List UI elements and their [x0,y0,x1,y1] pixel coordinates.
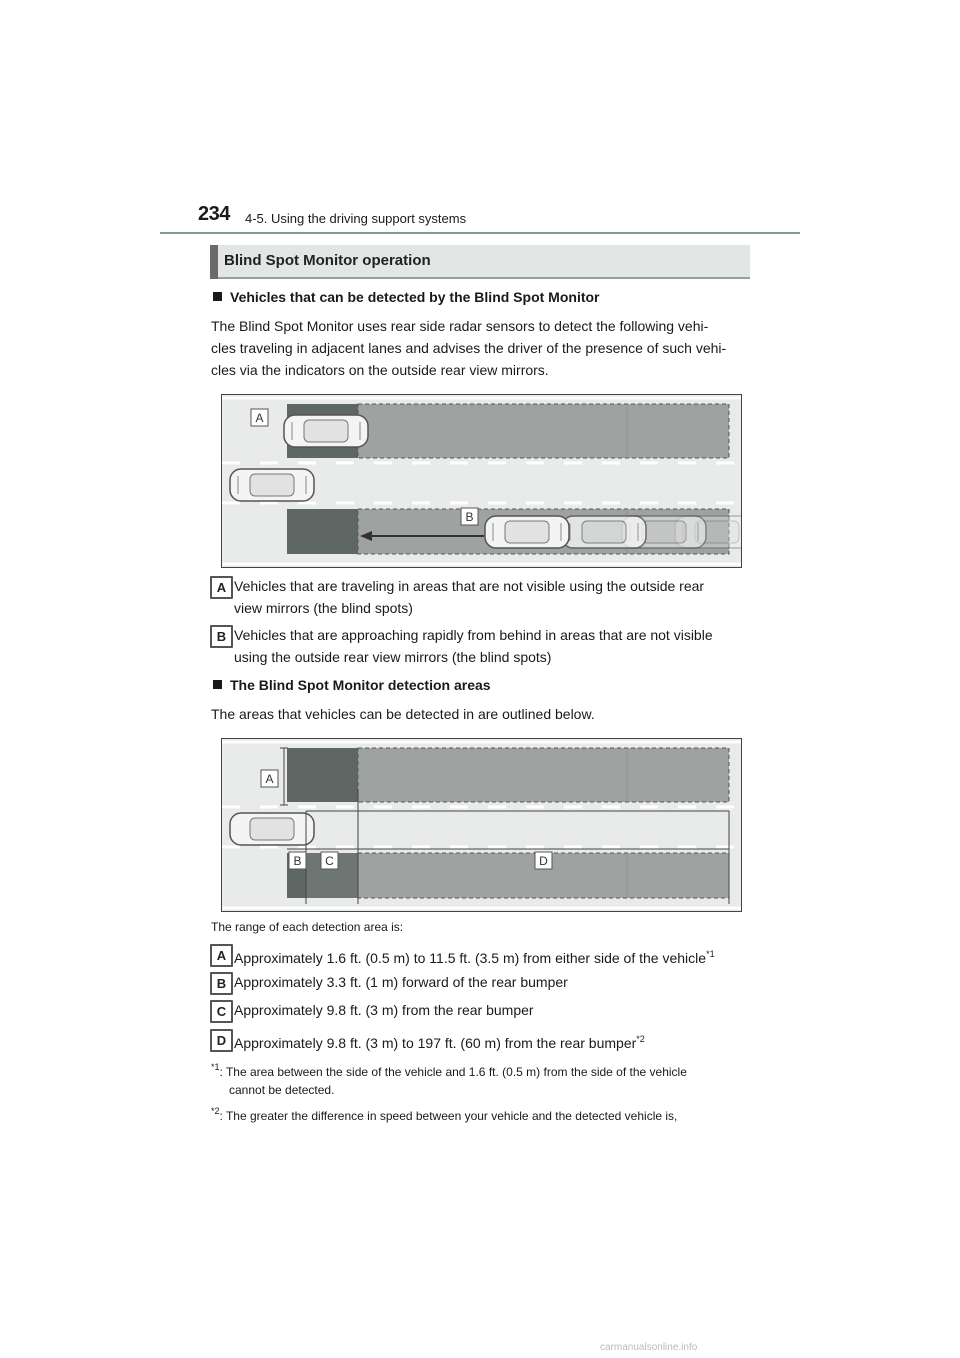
footer-watermark: carmanualsonline.info [600,1342,698,1353]
figure-detection-areas [221,738,742,912]
square-bullet-icon [213,680,222,689]
range-a-text: Approximately 1.6 ft. (0.5 m) to 11.5 ft. (3.5 m) from either side of the vehicle$^{*1}$ [234,949,715,966]
range-marker-a: A [210,944,233,967]
header-rule [160,232,800,234]
figure2-caption: The range of each detection area is: [211,920,404,934]
range-marker-d: D [210,1029,233,1052]
range-marker-c: C [210,1000,233,1023]
subsection-heading-1: Vehicles that can be detected by the Blind Spot Monitor [213,289,600,305]
figure1-label-b: B [465,510,474,524]
subsection1-paragraph: The Blind Spot Monitor uses rear side radar sensors to detect the following vehi- cles traveling in adjacent lanes and advises the driver of the presence of such vehi- cles via the indicators on the outside rear view mirrors. [211,318,727,378]
item-marker-b: B [210,625,233,648]
section-title-bar [210,245,750,279]
range-d-text: Approximately 9.8 ft. (3 m) to 197 ft. (60 m) from the rear bumper$^{*2}$ [234,1034,645,1051]
range-marker-b: B [210,972,233,995]
square-bullet-icon [213,292,222,301]
item-a-text: Vehicles that are traveling in areas that are not visible using the outside rear view mirrors (the blind spots) [234,578,705,616]
footnote-2: $^{*2}$: The greater the difference in speed between your vehicle and the detected vehicle is, [211,1106,678,1123]
item-b-text: Vehicles that are approaching rapidly from behind in areas that are not visible using the outside rear view mirrors (the blind spots) [234,627,713,665]
figure2-label-d: D [539,854,548,868]
running-title: 4-5. Using the driving support systems [245,211,467,226]
section-title: Blind Spot Monitor operation [224,252,431,269]
range-b-text: Approximately 3.3 ft. (1 m) forward of the rear bumper [234,974,568,990]
figure2-label-c: C [325,854,334,868]
subsection2-paragraph: The areas that vehicles can be detected in are outlined below. [211,706,595,722]
range-c-text: Approximately 9.8 ft. (3 m) from the rear bumper [234,1002,534,1018]
figure1-label-a: A [255,411,264,425]
subsection-heading-2: The Blind Spot Monitor detection areas [213,677,491,693]
footnote-1: $^{*1}$: The area between the side of the vehicle and 1.6 ft. (0.5 m) from the side of the vehicle cannot be detected. [211,1062,687,1097]
item-marker-a: A [210,576,233,599]
figure-detected-vehicles [221,394,742,568]
section-accent [210,245,218,279]
figure2-label-b: B [293,854,302,868]
figure2-label-a: A [265,772,274,786]
page-number: 234 [198,203,230,225]
